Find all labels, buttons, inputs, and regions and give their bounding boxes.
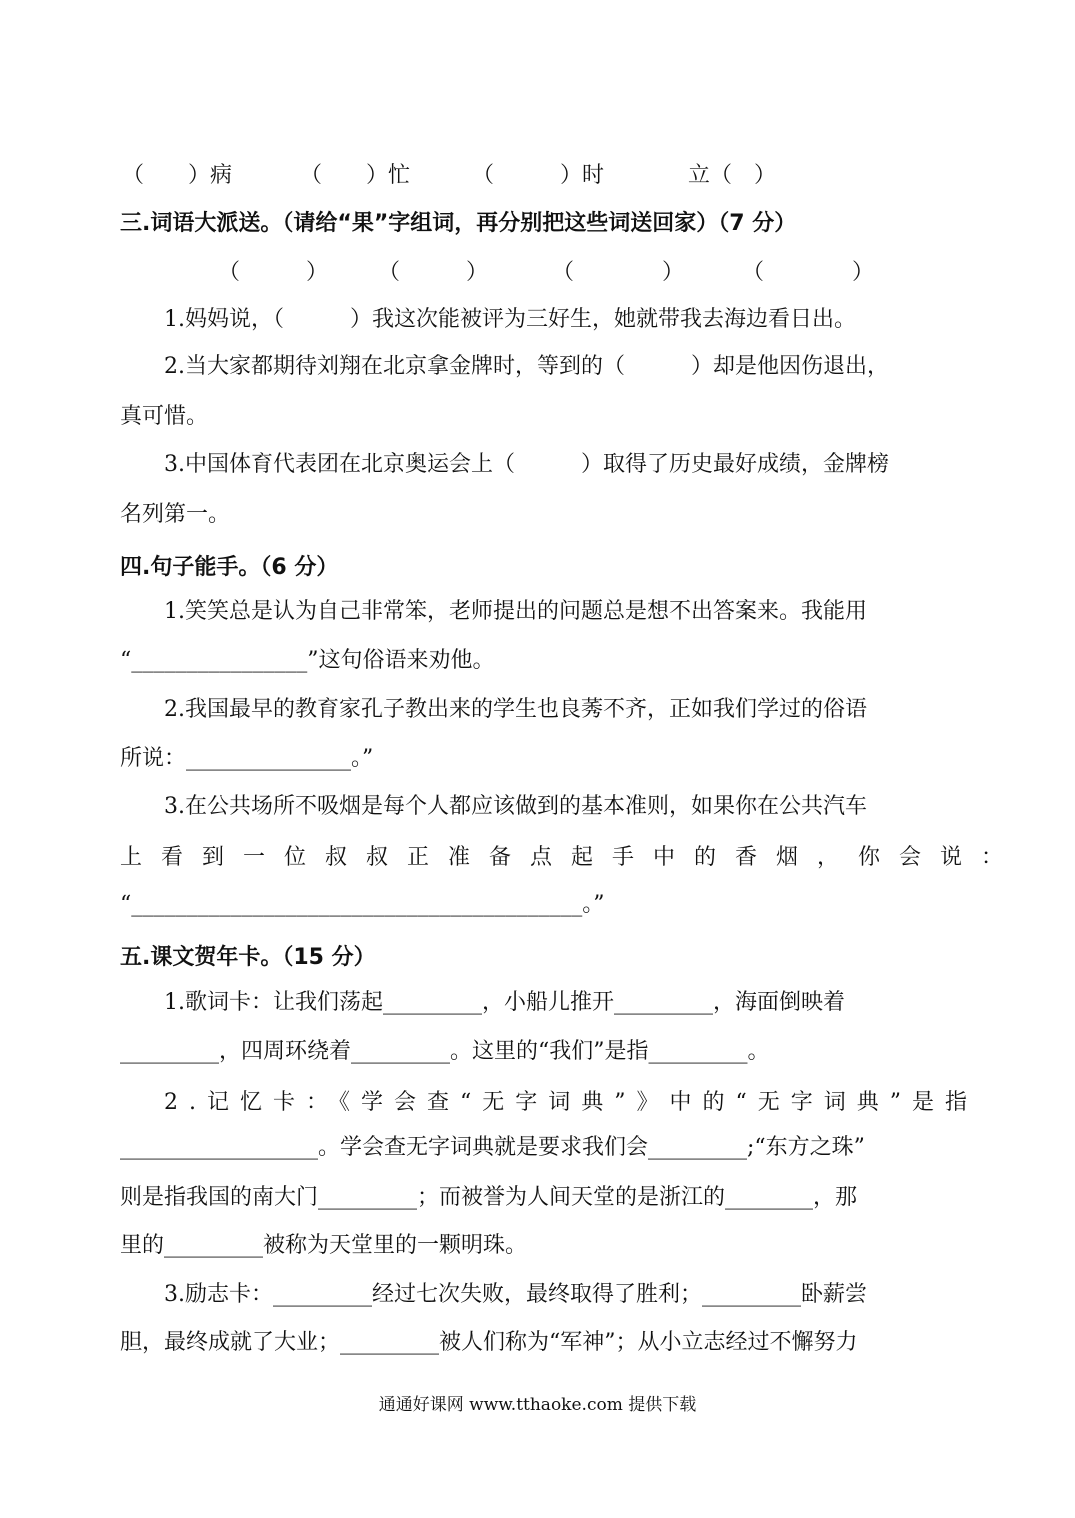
question-text: 1.歌词卡：让我们荡起_________，小船儿推开_________，海面倒映着 — [164, 990, 845, 1015]
question-text: _________，四周环绕着_________。这里的“我们”是指_________。 — [120, 1039, 770, 1064]
question-text: 2.记忆卡：《学会查“无字词典”》中的“无字词典”是指 — [164, 1090, 978, 1115]
fill-item: 立（ ） — [688, 163, 777, 188]
question-text: 1.笑笑总是认为自己非常笨，老师提出的问题总是想不出答案来。我能用 — [164, 599, 867, 624]
question-text: __________________。学会查无字词典就是要求我们会_________;“东方之珠” — [120, 1135, 865, 1160]
section-5-title: 五.课文贺年卡。（15 分） — [120, 945, 376, 970]
fill-item: （ ）忙 — [300, 163, 411, 188]
question-text: 上看到一位叔叔正准备点起手中的香烟，你会说： — [120, 845, 1023, 870]
footer-credit: 通通好课网 www.tthaoke.com 提供下载 — [378, 1395, 697, 1415]
word-blank: （ ） — [378, 260, 489, 285]
word-blank: （ ） — [552, 260, 685, 285]
word-blank: （ ） — [742, 260, 875, 285]
question-text: “_________________________________________。” — [120, 892, 605, 917]
fill-item: （ ）病 — [122, 163, 233, 188]
question-text: 2.我国最早的教育家孔子教出来的学生也良莠不齐，正如我们学过的俗语 — [164, 697, 867, 722]
question-text: 1.妈妈说，（ ）我这次能被评为三好生，她就带我去海边看日出。 — [164, 307, 856, 332]
fill-item: （ ）时 — [472, 163, 605, 188]
question-text: 真可惜。 — [120, 404, 209, 429]
section-3-title: 三.词语大派送。（请给“果”字组词，再分别把这些词送回家）（7 分） — [120, 211, 797, 236]
question-text: 名列第一。 — [120, 502, 231, 527]
question-text: “________________”这句俗语来劝他。 — [120, 648, 495, 673]
word-blank: （ ） — [218, 260, 329, 285]
question-text: 2.当大家都期待刘翔在北京拿金牌时，等到的（ ）却是他因伤退出， — [164, 354, 889, 379]
section-4-title: 四.句子能手。（6 分） — [120, 555, 339, 580]
question-text: 所说：_______________。” — [120, 746, 374, 771]
question-text: 里的_________被称为天堂里的一颗明珠。 — [120, 1233, 528, 1258]
question-text: 3.中国体育代表团在北京奥运会上（ ）取得了历史最好成绩，金牌榜 — [164, 452, 889, 477]
question-text: 胆，最终成就了大业；_________被人们称为“军神”；从小立志经过不懈努力 — [120, 1330, 858, 1355]
question-text: 3.励志卡：_________经过七次失败，最终取得了胜利；_________卧薪尝 — [164, 1282, 867, 1307]
question-text: 则是指我国的南大门_________；而被誉为人间天堂的是浙江的________，那 — [120, 1185, 858, 1210]
question-text: 3.在公共场所不吸烟是每个人都应该做到的基本准则，如果你在公共汽车 — [164, 794, 867, 819]
